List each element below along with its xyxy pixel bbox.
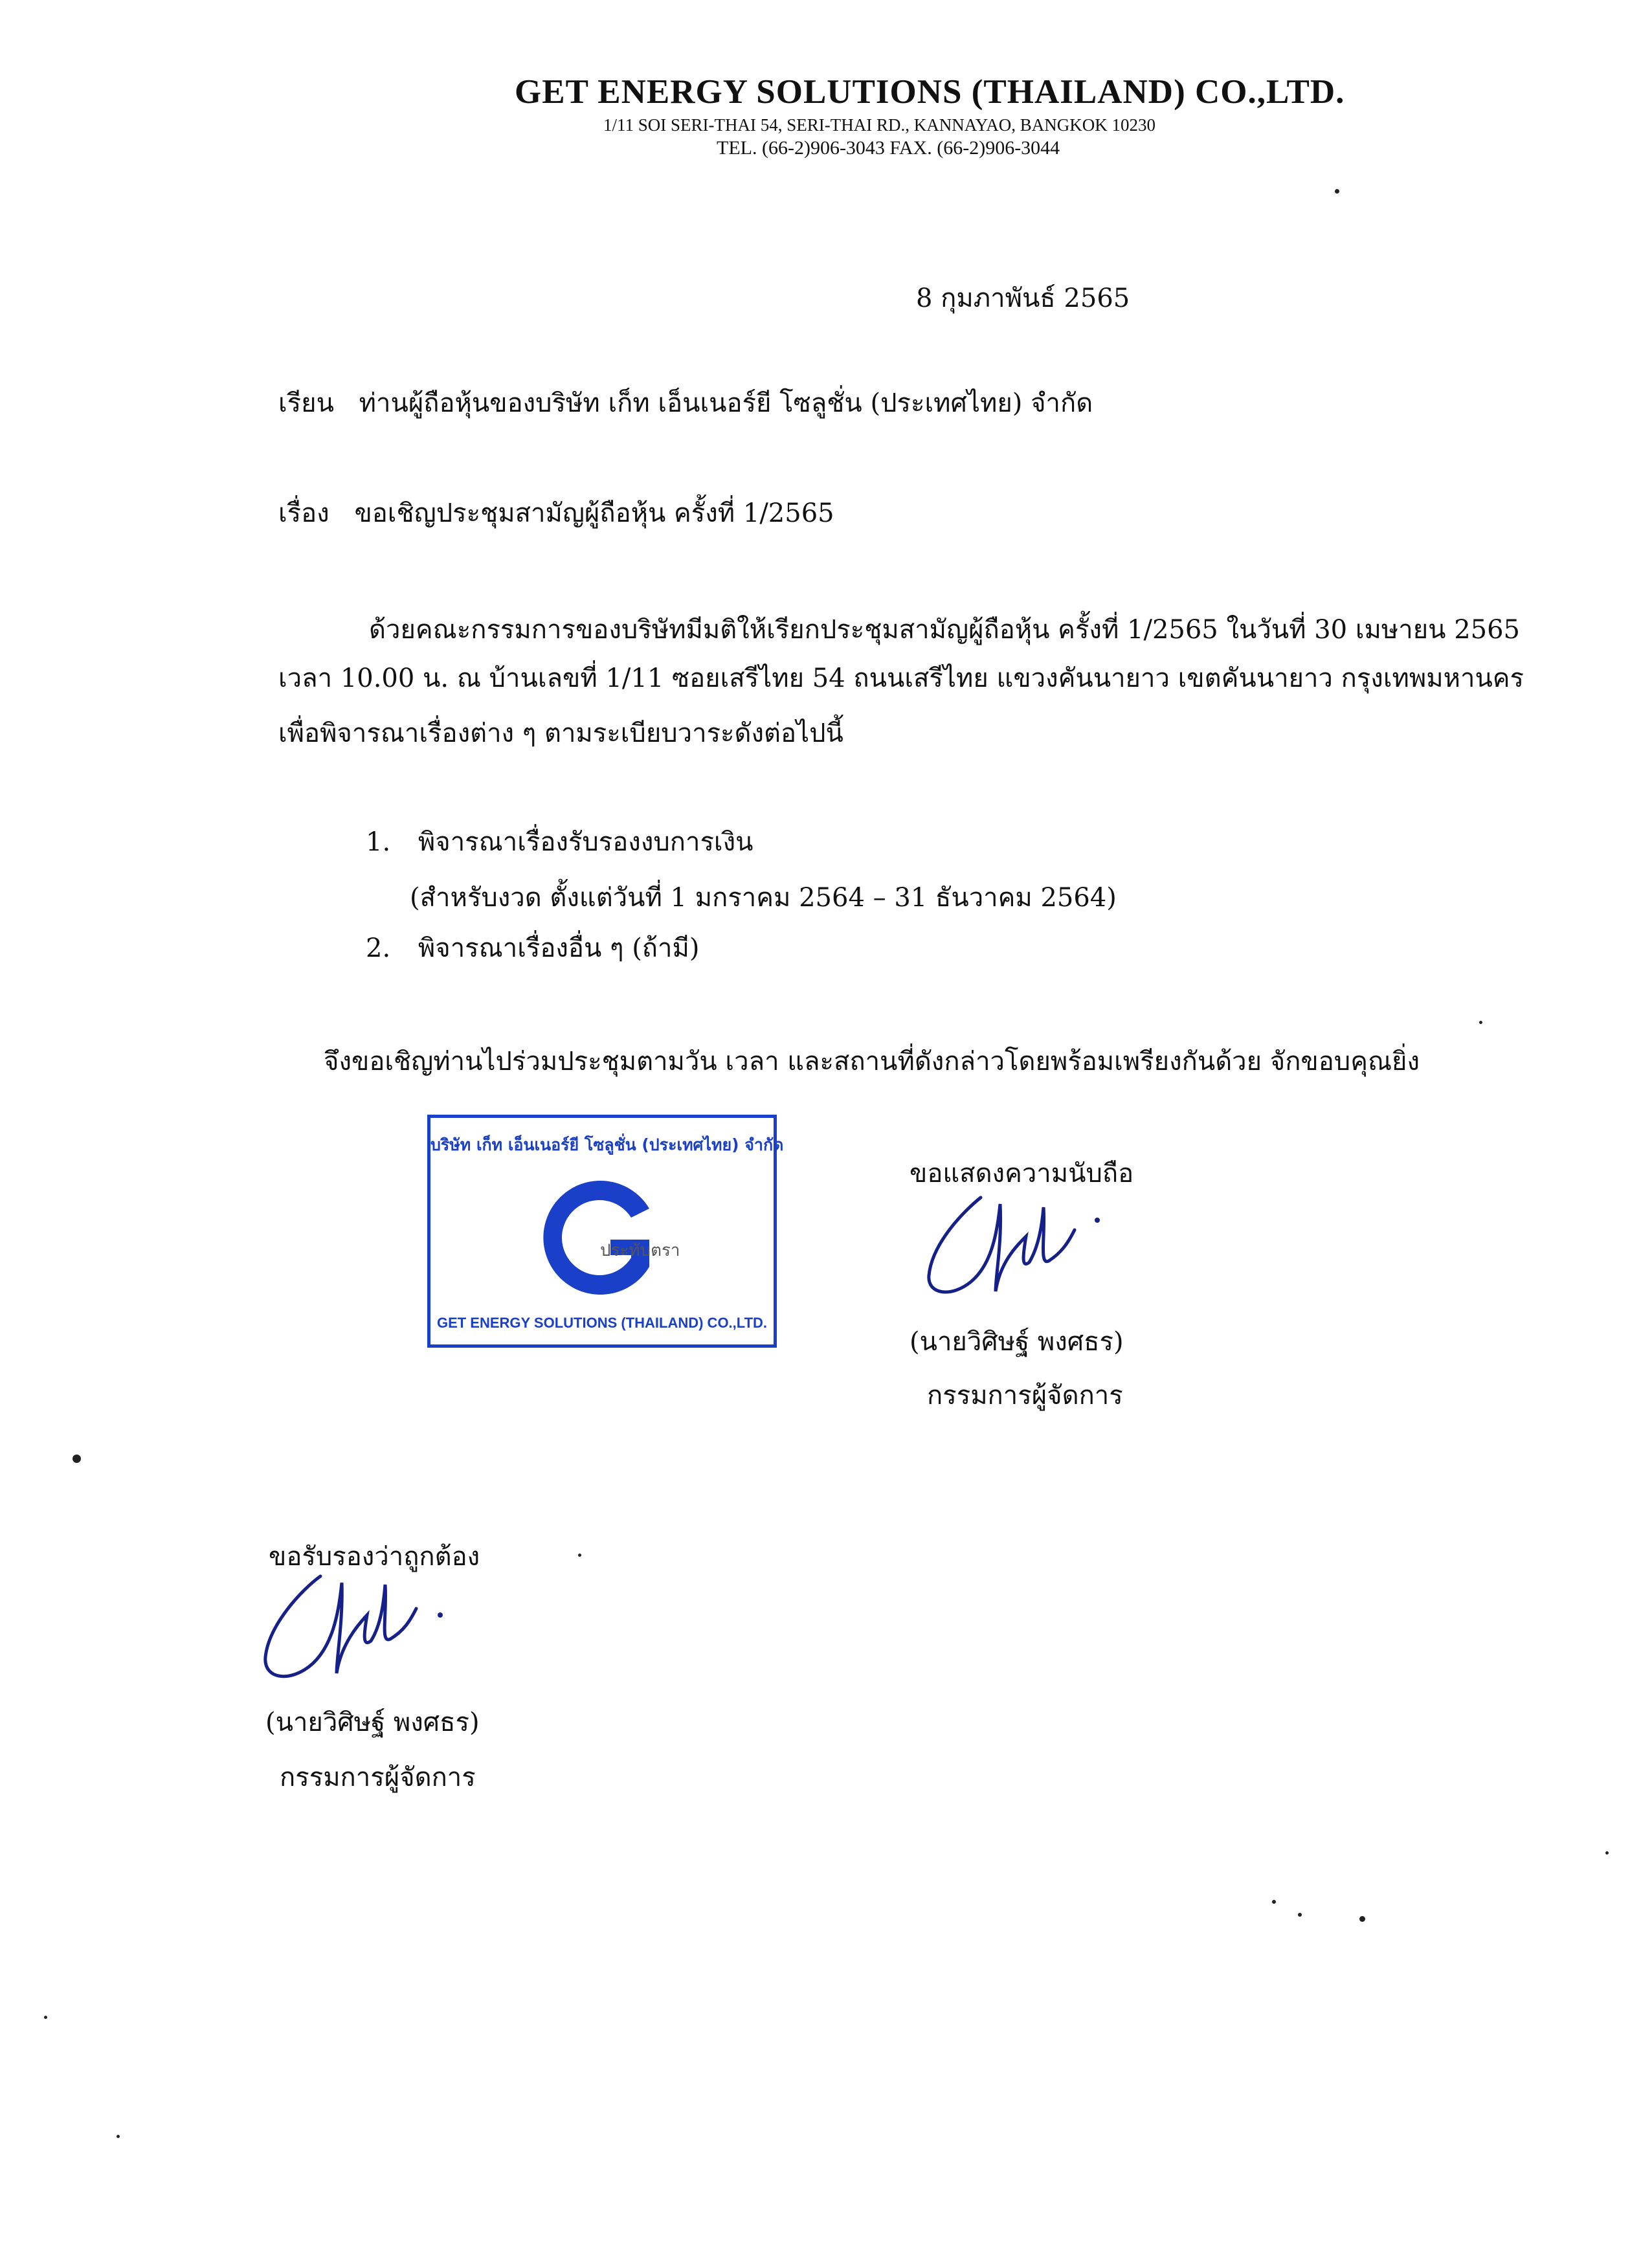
agenda-number: 1. bbox=[366, 827, 391, 857]
agenda-item bbox=[366, 927, 699, 968]
agenda-item bbox=[366, 821, 753, 862]
stamp-english-name: GET ENERGY SOLUTIONS (THAILAND) CO.,LTD. bbox=[436, 1315, 768, 1331]
scan-speck bbox=[1359, 1916, 1365, 1922]
scan-speck bbox=[1335, 189, 1339, 194]
recipient-label: เรียน bbox=[278, 388, 334, 418]
company-address: 1/11 SOI SERI-THAI 54, SERI-THAI RD., KANNAYAO, BANGKOK 10230 bbox=[603, 115, 1155, 135]
agenda-text: พิจารณาเรื่องอื่น ๆ (ถ้ามี) bbox=[418, 933, 700, 963]
agenda-note: (สำหรับงวด ตั้งแต่วันที่ 1 มกราคม 2564 – 31 ธันวาคม 2564) bbox=[410, 883, 1117, 913]
subject-text: ขอเชิญประชุมสามัญผู้ถือหุ้น ครั้งที่ 1/2565 bbox=[354, 498, 834, 528]
company-name: GET ENERGY SOLUTIONS (THAILAND) CO.,LTD. bbox=[515, 73, 1345, 111]
scan-speck bbox=[44, 2016, 47, 2019]
letter-date: 8 กุมภาพันธ์ 2565 bbox=[916, 284, 1130, 313]
subject-line bbox=[278, 492, 834, 533]
signer-title: กรรมการผู้จัดการ bbox=[927, 1381, 1123, 1410]
signature-right bbox=[919, 1185, 1126, 1308]
scan-speck bbox=[1479, 1021, 1482, 1024]
recipient-text: ท่านผู้ถือหุ้นของบริษัท เก็ท เอ็นเนอร์ยี โซลูชั่น (ประเทศไทย) จำกัด bbox=[359, 388, 1093, 418]
recipient-line bbox=[278, 382, 1093, 423]
scan-speck bbox=[1298, 1913, 1302, 1917]
certification-label: ขอรับรองว่าถูกต้อง bbox=[269, 1542, 480, 1572]
company-contact: TEL. (66-2)906-3043 FAX. (66-2)906-3044 bbox=[717, 137, 1060, 159]
body-line-3: เพื่อพิจารณาเรื่องต่าง ๆ ตามระเบียบวาระดังต่อไปนี้ bbox=[278, 719, 843, 748]
scan-speck bbox=[578, 1554, 581, 1557]
salutation: ขอแสดงความนับถือ bbox=[910, 1159, 1134, 1188]
scan-speck bbox=[73, 1455, 81, 1463]
body-line-1: ด้วยคณะกรรมการของบริษัทมีมติให้เรียกประชุมสามัญผู้ถือหุ้น ครั้งที่ 1/2565 ในวันที่ 30 เมษายน 2565 bbox=[369, 615, 1521, 645]
closing-line: จึงขอเชิญท่านไปร่วมประชุมตามวัน เวลา และสถานที่ดังกล่าวโดยพร้อมเพรียงกันด้วย จักขอบคุณยิ่ง bbox=[324, 1047, 1420, 1076]
certifier-title: กรรมการผู้จัดการ bbox=[280, 1763, 476, 1792]
agenda-text: พิจารณาเรื่องรับรองงบการเงิน bbox=[418, 827, 753, 857]
agenda-number: 2. bbox=[366, 933, 391, 963]
scan-speck bbox=[1272, 1900, 1276, 1904]
stamp-overprint: ประทับตรา bbox=[600, 1241, 680, 1260]
scan-speck bbox=[1605, 1851, 1609, 1855]
signature-left bbox=[256, 1560, 469, 1696]
certifier-name: (นายวิศิษฐ์ พงศธร) bbox=[265, 1708, 480, 1737]
company-stamp bbox=[427, 1115, 784, 1348]
subject-label: เรื่อง bbox=[278, 498, 329, 528]
scan-speck bbox=[117, 2135, 120, 2138]
stamp-thai-name: บริษัท เก็ท เอ็นเนอร์ยี โซลูชั่น (ประเทศไทย) จำกัด bbox=[430, 1135, 784, 1154]
signer-name: (นายวิศิษฐ์ พงศธร) bbox=[910, 1327, 1124, 1357]
body-line-2: เวลา 10.00 น. ณ บ้านเลขที่ 1/11 ซอยเสรีไทย 54 ถนนเสรีไทย แขวงคันนายาว เขตคันนายาว กรุงเทพมหานคร bbox=[278, 663, 1524, 693]
